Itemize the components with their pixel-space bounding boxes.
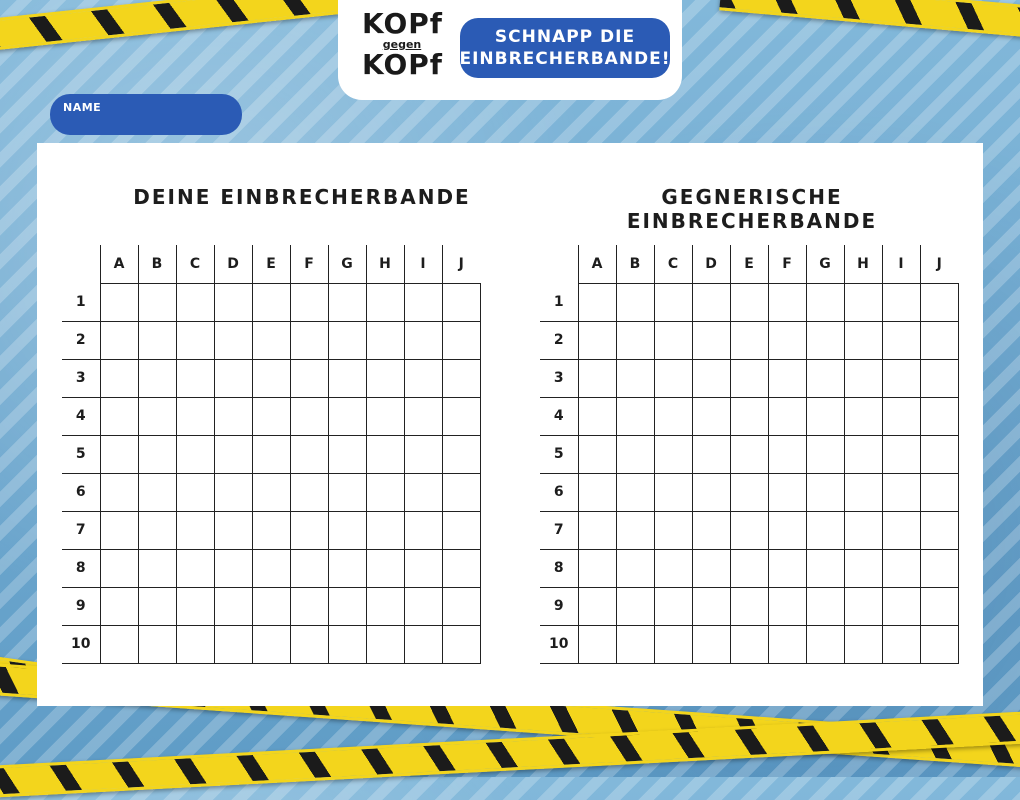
grid-cell[interactable] bbox=[768, 359, 806, 397]
column-header: H bbox=[366, 245, 404, 283]
grid-cell[interactable] bbox=[442, 359, 480, 397]
grid-cell[interactable] bbox=[290, 397, 328, 435]
grid-cell[interactable] bbox=[366, 625, 404, 663]
grid-cell[interactable] bbox=[806, 473, 844, 511]
grid-cell[interactable] bbox=[176, 625, 214, 663]
grid-cell[interactable] bbox=[920, 549, 958, 587]
grid-cell[interactable] bbox=[578, 283, 616, 321]
grid-cell[interactable] bbox=[214, 511, 252, 549]
grid-cell[interactable] bbox=[442, 511, 480, 549]
grid-cell[interactable] bbox=[404, 473, 442, 511]
grid-cell[interactable] bbox=[100, 321, 138, 359]
grid-cell[interactable] bbox=[252, 473, 290, 511]
grid-cell[interactable] bbox=[882, 359, 920, 397]
grid-row bbox=[540, 359, 958, 397]
grid-cell[interactable] bbox=[882, 625, 920, 663]
grid-cell[interactable] bbox=[616, 359, 654, 397]
column-header: G bbox=[328, 245, 366, 283]
grid-cell[interactable] bbox=[654, 473, 692, 511]
grid-cell[interactable] bbox=[290, 625, 328, 663]
column-header: D bbox=[692, 245, 730, 283]
column-header: E bbox=[730, 245, 768, 283]
grid-cell[interactable] bbox=[100, 283, 138, 321]
grid-cell[interactable] bbox=[100, 625, 138, 663]
grid-cell[interactable] bbox=[214, 283, 252, 321]
row-header: 5 bbox=[62, 435, 100, 473]
grid-row bbox=[62, 473, 480, 511]
grid-row bbox=[540, 283, 958, 321]
grid-cell[interactable] bbox=[654, 587, 692, 625]
grid-cell[interactable] bbox=[654, 511, 692, 549]
column-header: A bbox=[100, 245, 138, 283]
grid-cell[interactable] bbox=[692, 473, 730, 511]
grid-cell[interactable] bbox=[366, 473, 404, 511]
grid-cell[interactable] bbox=[844, 511, 882, 549]
grid-cell[interactable] bbox=[138, 511, 176, 549]
name-label: NAME bbox=[63, 101, 102, 114]
grid-cell[interactable] bbox=[692, 359, 730, 397]
grid-cell[interactable] bbox=[920, 587, 958, 625]
grid-cell[interactable] bbox=[578, 625, 616, 663]
grid-row bbox=[62, 283, 480, 321]
grid-cell[interactable] bbox=[176, 435, 214, 473]
grid-cell[interactable] bbox=[176, 283, 214, 321]
grid-corner bbox=[62, 245, 100, 283]
grid-cell[interactable] bbox=[404, 435, 442, 473]
grid-cell[interactable] bbox=[806, 587, 844, 625]
grid-cell[interactable] bbox=[882, 473, 920, 511]
grid-cell[interactable] bbox=[768, 549, 806, 587]
grid-cell[interactable] bbox=[328, 625, 366, 663]
header-panel bbox=[338, 0, 682, 100]
grid-cell[interactable] bbox=[442, 321, 480, 359]
grid-cell[interactable] bbox=[176, 587, 214, 625]
grid-row bbox=[62, 625, 480, 663]
grid-cell[interactable] bbox=[328, 321, 366, 359]
grid-cell[interactable] bbox=[768, 435, 806, 473]
grid-corner bbox=[540, 245, 578, 283]
grid-cell[interactable] bbox=[578, 511, 616, 549]
row-header: 4 bbox=[540, 397, 578, 435]
row-header: 1 bbox=[540, 283, 578, 321]
grid-cell[interactable] bbox=[730, 549, 768, 587]
column-header: B bbox=[616, 245, 654, 283]
grid-cell[interactable] bbox=[806, 435, 844, 473]
grid-cell[interactable] bbox=[730, 587, 768, 625]
grid-cell[interactable] bbox=[138, 359, 176, 397]
grid-cell[interactable] bbox=[366, 549, 404, 587]
grid-cell[interactable] bbox=[654, 359, 692, 397]
grid-cell[interactable] bbox=[882, 549, 920, 587]
grid-cell[interactable] bbox=[138, 435, 176, 473]
row-header: 2 bbox=[62, 321, 100, 359]
grid-row bbox=[62, 397, 480, 435]
grid-cell[interactable] bbox=[252, 321, 290, 359]
grid-cell[interactable] bbox=[882, 511, 920, 549]
grid-cell[interactable] bbox=[844, 283, 882, 321]
grid-cell[interactable] bbox=[692, 435, 730, 473]
grid-cell[interactable] bbox=[442, 283, 480, 321]
grid-cell[interactable] bbox=[920, 359, 958, 397]
grid-cell[interactable] bbox=[882, 283, 920, 321]
grid-row bbox=[540, 625, 958, 663]
name-field[interactable] bbox=[50, 94, 242, 135]
grid-cell[interactable] bbox=[290, 283, 328, 321]
grid-cell[interactable] bbox=[578, 321, 616, 359]
grid-cell[interactable] bbox=[730, 435, 768, 473]
grid-row bbox=[62, 321, 480, 359]
grid-cell[interactable] bbox=[578, 549, 616, 587]
grid-cell[interactable] bbox=[176, 321, 214, 359]
grid-cell[interactable] bbox=[214, 587, 252, 625]
grid-cell[interactable] bbox=[328, 549, 366, 587]
grid-cell[interactable] bbox=[290, 359, 328, 397]
grid-cell[interactable] bbox=[844, 321, 882, 359]
grid-cell[interactable] bbox=[214, 473, 252, 511]
grid-cell[interactable] bbox=[616, 283, 654, 321]
row-header: 10 bbox=[540, 625, 578, 663]
grid-cell[interactable] bbox=[138, 625, 176, 663]
grid-cell[interactable] bbox=[214, 625, 252, 663]
grid-cell[interactable] bbox=[692, 625, 730, 663]
grid-cell[interactable] bbox=[328, 397, 366, 435]
grid-cell[interactable] bbox=[252, 587, 290, 625]
grid-cell[interactable] bbox=[442, 625, 480, 663]
grid-cell[interactable] bbox=[768, 397, 806, 435]
grid-cell[interactable] bbox=[290, 587, 328, 625]
grid-cell[interactable] bbox=[920, 625, 958, 663]
grid-cell[interactable] bbox=[692, 321, 730, 359]
grid-cell[interactable] bbox=[252, 283, 290, 321]
board-title-own: DEINE EINBRECHERBANDE bbox=[133, 185, 471, 209]
column-header: J bbox=[920, 245, 958, 283]
grid-row bbox=[540, 549, 958, 587]
grid-cell[interactable] bbox=[176, 397, 214, 435]
grid-cell[interactable] bbox=[138, 549, 176, 587]
grid-cell[interactable] bbox=[692, 511, 730, 549]
grid-cell[interactable] bbox=[844, 435, 882, 473]
grid-cell[interactable] bbox=[252, 625, 290, 663]
grid-row bbox=[540, 473, 958, 511]
grid-cell[interactable] bbox=[654, 625, 692, 663]
grid-cell[interactable] bbox=[806, 625, 844, 663]
grid-cell[interactable] bbox=[290, 473, 328, 511]
own-board-grid bbox=[62, 245, 481, 664]
grid-cell[interactable] bbox=[654, 283, 692, 321]
grid-cell[interactable] bbox=[138, 283, 176, 321]
grid-cell[interactable] bbox=[692, 549, 730, 587]
column-header: D bbox=[214, 245, 252, 283]
grid-cell[interactable] bbox=[578, 435, 616, 473]
grid-cell[interactable] bbox=[100, 359, 138, 397]
grid-row bbox=[540, 511, 958, 549]
grid-cell[interactable] bbox=[442, 435, 480, 473]
grid-cell[interactable] bbox=[328, 587, 366, 625]
kopf-gegen-kopf-logo bbox=[362, 7, 443, 81]
grid-cell[interactable] bbox=[768, 473, 806, 511]
grid-cell[interactable] bbox=[768, 283, 806, 321]
grid-cell[interactable] bbox=[920, 321, 958, 359]
grid-cell[interactable] bbox=[138, 397, 176, 435]
badge-line-2: EINBRECHERBANDE! bbox=[459, 49, 671, 69]
grid-cell[interactable] bbox=[806, 283, 844, 321]
column-header: A bbox=[578, 245, 616, 283]
grid-cell[interactable] bbox=[806, 397, 844, 435]
grid-cell[interactable] bbox=[404, 625, 442, 663]
grid-cell[interactable] bbox=[882, 587, 920, 625]
grid-cell[interactable] bbox=[442, 473, 480, 511]
row-header: 9 bbox=[540, 587, 578, 625]
column-header: E bbox=[252, 245, 290, 283]
grid-cell[interactable] bbox=[844, 397, 882, 435]
grid-cell[interactable] bbox=[442, 549, 480, 587]
grid-cell[interactable] bbox=[442, 587, 480, 625]
grid-cell[interactable] bbox=[920, 283, 958, 321]
grid-cell[interactable] bbox=[328, 283, 366, 321]
row-header: 6 bbox=[62, 473, 100, 511]
grid-cell[interactable] bbox=[404, 283, 442, 321]
grid-cell[interactable] bbox=[920, 435, 958, 473]
grid-cell[interactable] bbox=[214, 549, 252, 587]
grid-cell[interactable] bbox=[328, 359, 366, 397]
grid-cell[interactable] bbox=[730, 511, 768, 549]
grid-cell[interactable] bbox=[654, 435, 692, 473]
grid-cell[interactable] bbox=[844, 473, 882, 511]
grid-cell[interactable] bbox=[806, 549, 844, 587]
row-header: 2 bbox=[540, 321, 578, 359]
grid-cell[interactable] bbox=[692, 587, 730, 625]
grid-cell[interactable] bbox=[404, 587, 442, 625]
grid-row bbox=[540, 397, 958, 435]
row-header: 6 bbox=[540, 473, 578, 511]
grid-row bbox=[62, 435, 480, 473]
grid-cell[interactable] bbox=[920, 397, 958, 435]
grid-cell[interactable] bbox=[768, 625, 806, 663]
grid-cell[interactable] bbox=[100, 473, 138, 511]
grid-cell[interactable] bbox=[578, 473, 616, 511]
grid-cell[interactable] bbox=[100, 435, 138, 473]
grid-row bbox=[540, 321, 958, 359]
column-header: G bbox=[806, 245, 844, 283]
column-header: C bbox=[176, 245, 214, 283]
grid-cell[interactable] bbox=[138, 587, 176, 625]
grid-row bbox=[62, 587, 480, 625]
caution-tape bbox=[719, 0, 1020, 42]
grid-cell[interactable] bbox=[328, 473, 366, 511]
grid-cell[interactable] bbox=[404, 321, 442, 359]
row-header: 3 bbox=[540, 359, 578, 397]
grid-cell[interactable] bbox=[404, 397, 442, 435]
grid-cell[interactable] bbox=[616, 397, 654, 435]
grid-cell[interactable] bbox=[328, 435, 366, 473]
grid-cell[interactable] bbox=[252, 397, 290, 435]
board-title-opponent: GEGNERISCHE EINBRECHERBANDE bbox=[626, 185, 878, 233]
grid-cell[interactable] bbox=[768, 321, 806, 359]
grid-cell[interactable] bbox=[806, 511, 844, 549]
grid-cell[interactable] bbox=[768, 587, 806, 625]
grid-cell[interactable] bbox=[366, 321, 404, 359]
grid-cell[interactable] bbox=[176, 359, 214, 397]
grid-cell[interactable] bbox=[616, 473, 654, 511]
grid-cell[interactable] bbox=[844, 549, 882, 587]
column-header: I bbox=[404, 245, 442, 283]
grid-cell[interactable] bbox=[616, 549, 654, 587]
grid-cell[interactable] bbox=[100, 511, 138, 549]
grid-cell[interactable] bbox=[844, 359, 882, 397]
title-badge bbox=[460, 18, 670, 78]
grid-cell[interactable] bbox=[616, 511, 654, 549]
grid-cell[interactable] bbox=[214, 435, 252, 473]
row-header: 8 bbox=[540, 549, 578, 587]
grid-cell[interactable] bbox=[578, 359, 616, 397]
grid-cell[interactable] bbox=[920, 473, 958, 511]
grid-cell[interactable] bbox=[138, 321, 176, 359]
column-header: J bbox=[442, 245, 480, 283]
grid-cell[interactable] bbox=[404, 549, 442, 587]
caution-tape bbox=[0, 0, 341, 58]
grid-cell[interactable] bbox=[730, 359, 768, 397]
grid-cell[interactable] bbox=[176, 549, 214, 587]
grid-cell[interactable] bbox=[252, 511, 290, 549]
grid-cell[interactable] bbox=[100, 549, 138, 587]
grid-cell[interactable] bbox=[730, 321, 768, 359]
row-header: 7 bbox=[62, 511, 100, 549]
row-header: 1 bbox=[62, 283, 100, 321]
grid-cell[interactable] bbox=[176, 473, 214, 511]
column-header: H bbox=[844, 245, 882, 283]
grid-cell[interactable] bbox=[366, 397, 404, 435]
grid-cell[interactable] bbox=[730, 473, 768, 511]
grid-cell[interactable] bbox=[882, 435, 920, 473]
logo-line-1: KOPf bbox=[362, 7, 443, 40]
game-sheet bbox=[37, 143, 983, 706]
grid-cell[interactable] bbox=[252, 435, 290, 473]
grid-cell[interactable] bbox=[404, 511, 442, 549]
grid-cell[interactable] bbox=[616, 587, 654, 625]
grid-cell[interactable] bbox=[654, 321, 692, 359]
row-header: 9 bbox=[62, 587, 100, 625]
grid-cell[interactable] bbox=[328, 511, 366, 549]
grid-cell[interactable] bbox=[578, 587, 616, 625]
grid-cell[interactable] bbox=[768, 511, 806, 549]
grid-cell[interactable] bbox=[214, 397, 252, 435]
column-header: B bbox=[138, 245, 176, 283]
row-header: 10 bbox=[62, 625, 100, 663]
grid-cell[interactable] bbox=[290, 511, 328, 549]
grid-cell[interactable] bbox=[730, 283, 768, 321]
row-header: 5 bbox=[540, 435, 578, 473]
grid-cell[interactable] bbox=[882, 321, 920, 359]
grid-cell[interactable] bbox=[806, 321, 844, 359]
grid-cell[interactable] bbox=[252, 359, 290, 397]
grid-cell[interactable] bbox=[100, 587, 138, 625]
row-header: 4 bbox=[62, 397, 100, 435]
grid-row bbox=[540, 587, 958, 625]
grid-cell[interactable] bbox=[366, 283, 404, 321]
grid-cell[interactable] bbox=[404, 359, 442, 397]
grid-cell[interactable] bbox=[100, 397, 138, 435]
grid-cell[interactable] bbox=[692, 283, 730, 321]
grid-cell[interactable] bbox=[654, 549, 692, 587]
grid-cell[interactable] bbox=[214, 321, 252, 359]
grid-cell[interactable] bbox=[176, 511, 214, 549]
grid-cell[interactable] bbox=[290, 435, 328, 473]
grid-cell[interactable] bbox=[806, 359, 844, 397]
grid-row bbox=[62, 549, 480, 587]
grid-cell[interactable] bbox=[138, 473, 176, 511]
grid-cell[interactable] bbox=[920, 511, 958, 549]
grid-cell[interactable] bbox=[730, 397, 768, 435]
grid-cell[interactable] bbox=[366, 359, 404, 397]
grid-cell[interactable] bbox=[290, 549, 328, 587]
column-header: F bbox=[768, 245, 806, 283]
grid-cell[interactable] bbox=[290, 321, 328, 359]
grid-cell[interactable] bbox=[366, 587, 404, 625]
grid-cell[interactable] bbox=[730, 625, 768, 663]
column-header: I bbox=[882, 245, 920, 283]
grid-cell[interactable] bbox=[692, 397, 730, 435]
row-header: 3 bbox=[62, 359, 100, 397]
grid-cell[interactable] bbox=[616, 321, 654, 359]
badge-line-1: SCHNAPP DIE bbox=[494, 27, 636, 47]
grid-cell[interactable] bbox=[366, 435, 404, 473]
grid-cell[interactable] bbox=[616, 435, 654, 473]
grid-cell[interactable] bbox=[844, 625, 882, 663]
grid-row bbox=[540, 435, 958, 473]
grid-cell[interactable] bbox=[366, 511, 404, 549]
grid-row bbox=[62, 511, 480, 549]
row-header: 7 bbox=[540, 511, 578, 549]
grid-cell[interactable] bbox=[578, 397, 616, 435]
grid-cell[interactable] bbox=[844, 587, 882, 625]
grid-cell[interactable] bbox=[882, 397, 920, 435]
grid-row bbox=[62, 359, 480, 397]
grid-cell[interactable] bbox=[616, 625, 654, 663]
grid-cell[interactable] bbox=[252, 549, 290, 587]
row-header: 8 bbox=[62, 549, 100, 587]
grid-cell[interactable] bbox=[442, 397, 480, 435]
grid-cell[interactable] bbox=[654, 397, 692, 435]
opponent-board-grid bbox=[540, 245, 959, 664]
column-header: F bbox=[290, 245, 328, 283]
logo-line-2: gegen bbox=[382, 38, 422, 51]
logo-line-3: KOPf bbox=[362, 48, 443, 81]
column-header: C bbox=[654, 245, 692, 283]
grid-cell[interactable] bbox=[214, 359, 252, 397]
